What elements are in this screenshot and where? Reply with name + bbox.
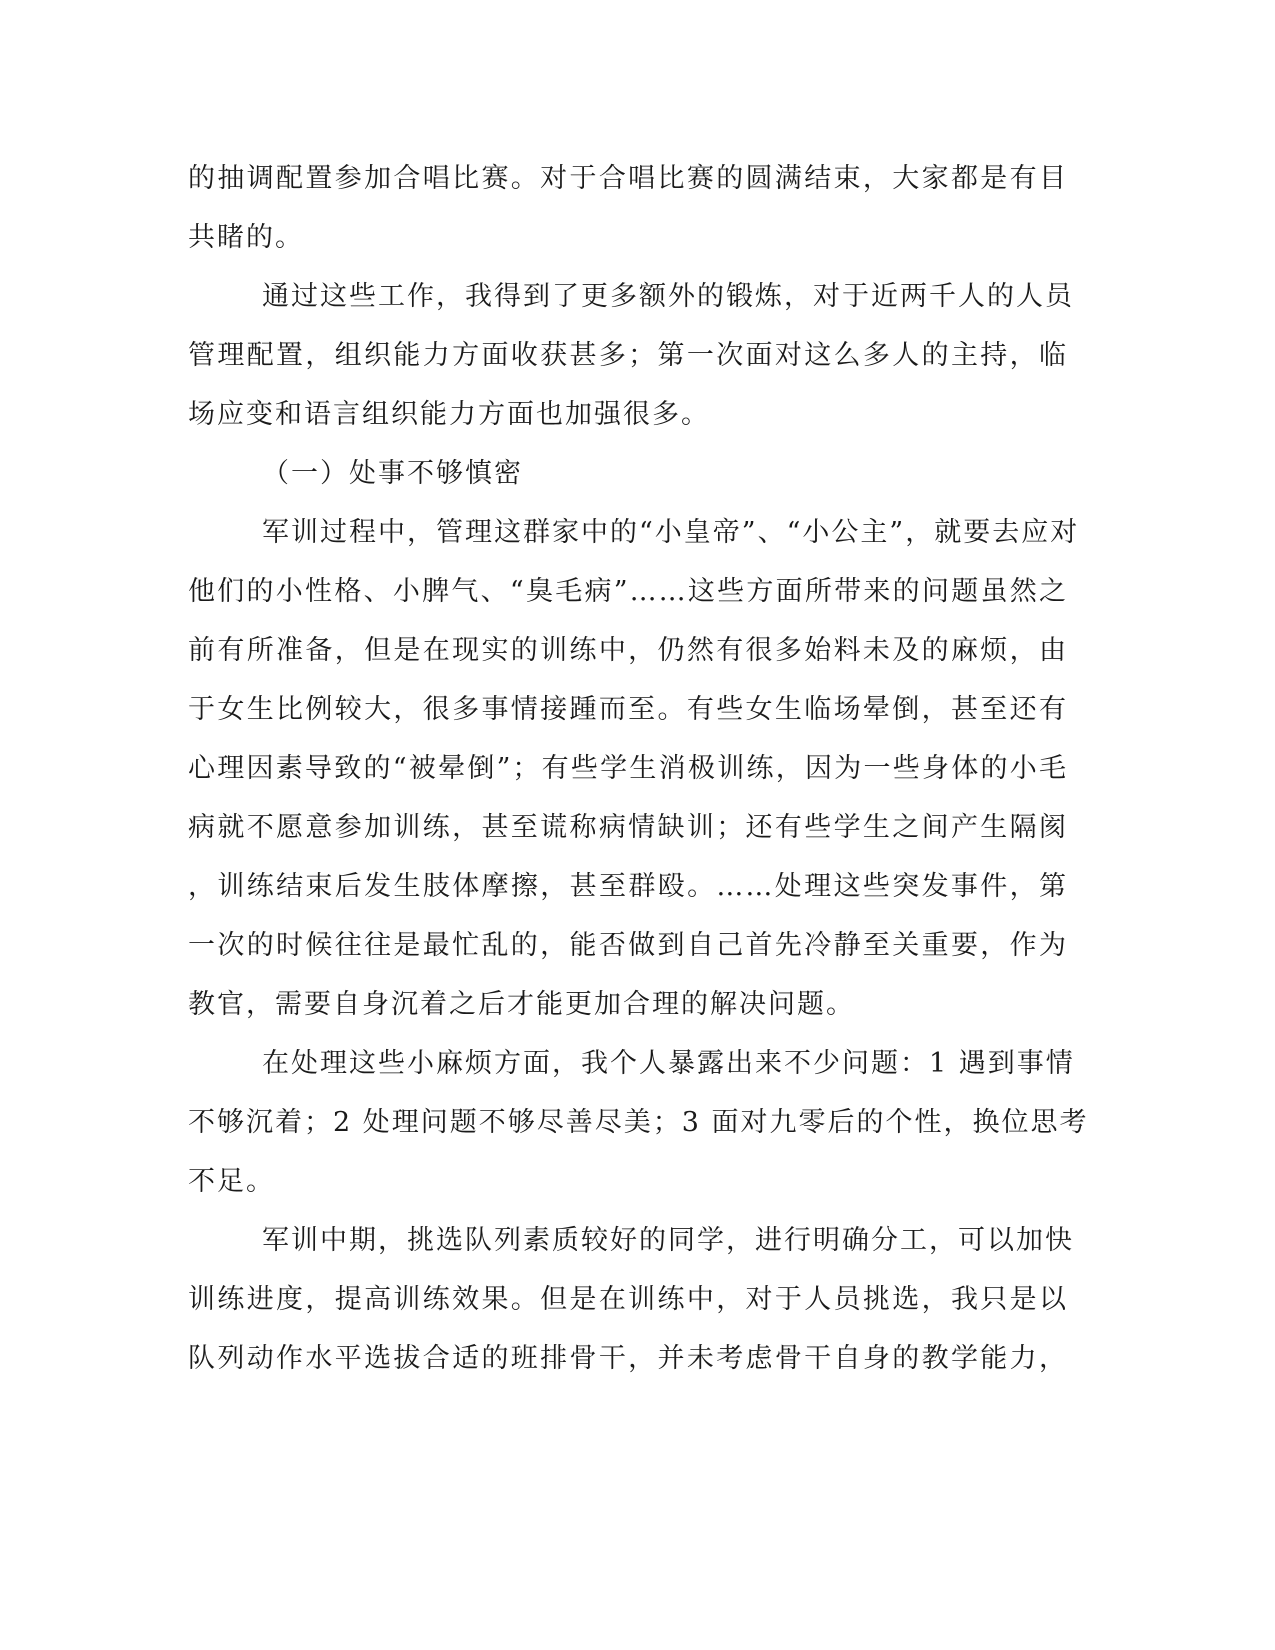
text-line: 他们的小性格、小脾气、“臭毛病”……这些方面所带来的问题虽然之: [188, 576, 1068, 607]
text-line: 训练进度，提高训练效果。但是在训练中，对于人员挑选，我只是以: [188, 1284, 1068, 1315]
text-line: 场应变和语言组织能力方面也加强很多。: [188, 399, 710, 430]
paragraph-first-line: 在处理这些小麻烦方面，我个人暴露出来不少问题：1 遇到事情: [262, 1048, 1075, 1079]
text-line: 不足。: [188, 1166, 275, 1197]
text-line: 的抽调配置参加合唱比赛。对于合唱比赛的圆满结束，大家都是有目: [188, 163, 1068, 194]
paragraph-first-line: 军训过程中，管理这群家中的“小皇帝”、“小公主”，就要去应对: [262, 517, 1080, 548]
text-line: 不够沉着；2 处理问题不够尽善尽美；3 面对九零后的个性，换位思考: [188, 1107, 1089, 1138]
text-line: 心理因素导致的“被晕倒”；有些学生消极训练，因为一些身体的小毛: [188, 753, 1068, 784]
text-line: ，训练结束后发生肢体摩擦，甚至群殴。……处理这些突发事件，第: [188, 871, 1068, 902]
text-line: 于女生比例较大，很多事情接踵而至。有些女生临场晕倒，甚至还有: [188, 694, 1068, 725]
text-line: 管理配置，组织能力方面收获甚多；第一次面对这么多人的主持，临: [188, 340, 1068, 371]
paragraph-first-line: 通过这些工作，我得到了更多额外的锻炼，对于近两千人的人员: [262, 281, 1074, 312]
text-line: 一次的时候往往是最忙乱的，能否做到自己首先冷静至关重要，作为: [188, 930, 1068, 961]
text-line: 病就不愿意参加训练，甚至谎称病情缺训；还有些学生之间产生隔阂: [188, 812, 1068, 843]
text-line: 前有所准备，但是在现实的训练中，仍然有很多始料未及的麻烦，由: [188, 635, 1068, 666]
paragraph-first-line: 军训中期，挑选队列素质较好的同学，进行明确分工，可以加快: [262, 1225, 1074, 1256]
text-line: 共睹的。: [188, 222, 304, 253]
text-line: 教官，需要自身沉着之后才能更加合理的解决问题。: [188, 989, 855, 1020]
text-line: 队列动作水平选拔合适的班排骨干，并未考虑骨干自身的教学能力，: [188, 1343, 1068, 1374]
section-heading: （一）处事不够慎密: [262, 458, 523, 489]
